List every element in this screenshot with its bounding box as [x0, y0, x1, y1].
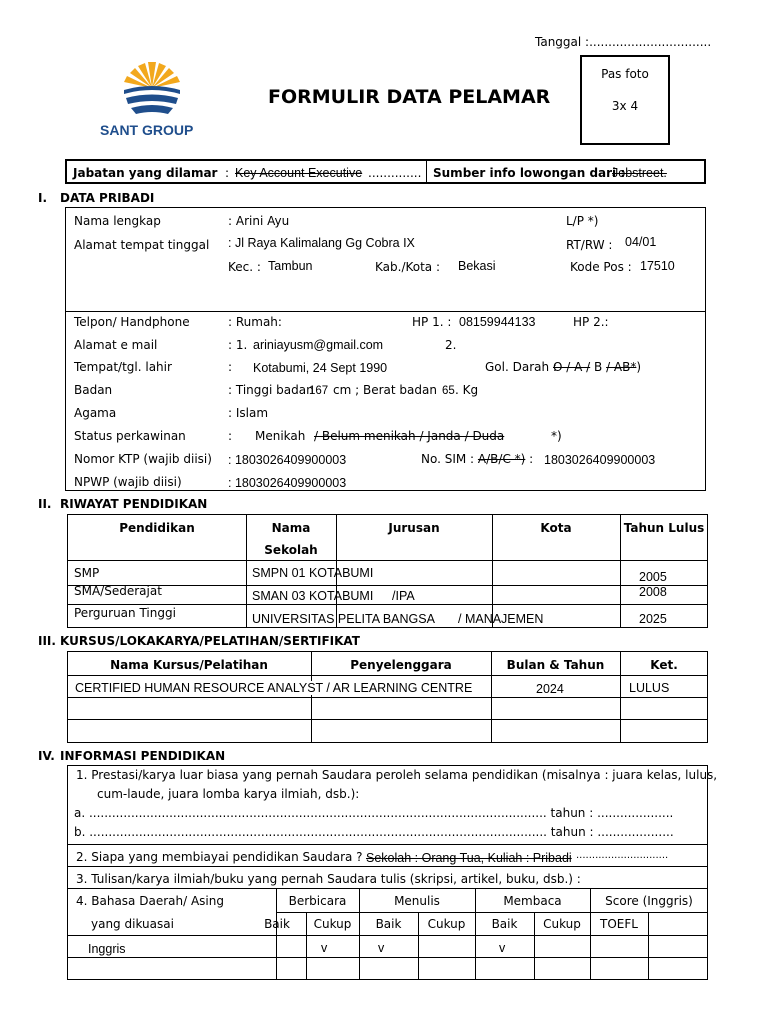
q3-label: 3. Tulisan/karya ilmiah/buku yang pernah Saudara tulis (skripsi, artikel, buku, dsb.) : — [76, 872, 581, 886]
edu-header-school-2: Sekolah — [264, 543, 318, 557]
mark-baik-write[interactable]: v — [378, 941, 385, 955]
hp2-label: HP 2.: — [573, 315, 609, 329]
sub-header-cukup-3: Cukup — [543, 917, 581, 931]
section-4-num: IV. — [38, 749, 55, 763]
mark-baik-read[interactable]: v — [499, 941, 506, 955]
sim-value[interactable]: 1803026409900003 — [544, 453, 656, 467]
status-value[interactable]: Menikah — [255, 429, 306, 443]
lang-header-write: Menulis — [394, 894, 440, 908]
sub-header-baik-3: Baik — [491, 917, 518, 931]
nama-label: Nama lengkap — [74, 214, 161, 228]
kec-value[interactable]: Tambun — [268, 259, 313, 273]
lang-inggris[interactable]: Inggris — [88, 942, 126, 956]
edu-header-level: Pendidikan — [119, 521, 195, 535]
course-header-ket: Ket. — [650, 658, 678, 672]
edu-school-pt[interactable]: UNIVERSITAS PELITA BANGSA — [252, 612, 435, 626]
tinggi-label: : Tinggi badan — [228, 383, 314, 397]
course-header-date: Bulan & Tahun — [506, 658, 605, 672]
email-value[interactable]: ariniayusm@gmail.com — [253, 338, 384, 352]
rtrw-value[interactable]: 04/01 — [625, 235, 657, 249]
source-label: Sumber info lowongan dari : — [433, 166, 626, 180]
gol-value[interactable]: O / A / B / AB*) — [553, 360, 642, 374]
agama-value[interactable]: : Islam — [228, 406, 269, 420]
nama-value[interactable]: : Arini Ayu — [228, 214, 290, 228]
edu-school-sma[interactable]: SMAN 03 KOTABUMI — [252, 589, 374, 603]
ttl-value[interactable]: Kotabumi, 24 Sept 1990 — [253, 361, 388, 375]
ttl-label: Tempat/tgl. lahir — [74, 360, 172, 374]
status-end: *) — [551, 429, 562, 443]
q1-line1: 1. Prestasi/karya luar biasa yang pernah Saudara peroleh selama pendidikan (misalnya : juara kelas, lulus, — [76, 768, 718, 782]
email-2[interactable]: 2. — [445, 338, 457, 352]
edu-year-pt[interactable]: 2025 — [639, 612, 667, 626]
npwp-value[interactable]: : 1803026409900003 — [228, 476, 347, 490]
kec-label: Kec. : — [228, 260, 261, 274]
lang-header-score: Score (Inggris) — [605, 894, 693, 908]
lang-header-speak: Berbicara — [288, 894, 347, 908]
section-3-title: KURSUS/LOKAKARYA/PELATIHAN/SERTIFIKAT — [60, 634, 360, 648]
edu-header-city: Kota — [540, 521, 572, 535]
sub-header-cukup-2: Cukup — [427, 917, 466, 931]
edu-major-sma[interactable]: /IPA — [392, 589, 415, 603]
gol-label: Gol. Darah : — [485, 360, 557, 374]
kab-value[interactable]: Bekasi — [458, 259, 496, 273]
kg-label: . Kg — [455, 383, 479, 397]
alamat-label: Alamat tempat tinggal — [74, 238, 210, 252]
hp1-value[interactable]: 08159944133 — [459, 315, 536, 329]
status-sep: : — [228, 429, 233, 443]
section-1-num: I. — [38, 191, 48, 205]
course-header-org: Penyelenggara — [350, 658, 452, 672]
ttl-sep: : — [228, 360, 233, 374]
section-2-title: RIWAYAT PENDIDIKAN — [60, 497, 208, 511]
photo-size: 3x 4 — [611, 99, 639, 113]
q2-label: 2. Siapa yang membiayai pendidikan Saudara ? — [76, 850, 363, 864]
course-name[interactable]: CERTIFIED HUMAN RESOURCE ANALYST / AR LEARNING CENTRE — [75, 681, 473, 695]
sub-header-cukup-1: Cukup — [313, 917, 352, 931]
berat-label: cm ; Berat badan — [333, 383, 437, 397]
q4-line2: yang dikuasai — [91, 917, 174, 931]
status-rest: / Belum menikah / Janda / Duda — [314, 429, 505, 443]
sub-header-baik-1: Baik — [264, 917, 290, 931]
sub-header-baik-2: Baik — [375, 917, 402, 931]
course-ket[interactable]: LULUS — [629, 681, 670, 695]
q1-line2: cum-laude, juara lomba karya ilmiah, dsb.): — [97, 787, 360, 801]
mark-cukup-speak[interactable]: v — [321, 941, 328, 955]
hp1-label: HP 1. : — [412, 315, 452, 329]
edu-year-smp[interactable]: 2005 — [639, 570, 667, 584]
status-label: Status perkawinan — [74, 429, 186, 443]
tanggal-field[interactable]: Tanggal :................................ — [535, 35, 712, 49]
job-dots: .............. — [368, 166, 422, 180]
email-1: : 1. — [228, 338, 248, 352]
edu-level-sma: SMA/Sederajat — [74, 584, 162, 598]
course-date[interactable]: 2024 — [536, 682, 564, 696]
q1-b[interactable]: b. ........................................................................................................................ tahun : .................... — [74, 825, 674, 839]
edu-year-sma[interactable]: 2008 — [639, 585, 667, 599]
npwp-label: NPWP (wajib diisi) — [74, 475, 182, 489]
gender-field[interactable]: L/P *) — [566, 214, 599, 228]
edu-major-pt[interactable]: / MANAJEMEN — [458, 612, 544, 626]
ktp-value[interactable]: : 1803026409900003 — [228, 453, 347, 467]
rtrw-label: RT/RW : — [566, 238, 613, 252]
section-1-title: DATA PRIBADI — [60, 191, 155, 205]
edu-header-school-1: Nama — [271, 521, 311, 535]
section-2-num: II. — [38, 497, 52, 511]
q2-dots: ............................. — [576, 850, 669, 861]
sim-label: No. SIM : A/B/C *) : — [421, 452, 534, 466]
job-sep: : — [225, 166, 230, 180]
lang-header-read: Membaca — [503, 894, 562, 908]
source-value[interactable]: Jobstreet. — [612, 166, 667, 180]
q2-value[interactable]: Sekolah : Orang Tua, Kuliah : Pribadi — [366, 851, 572, 865]
email-label: Alamat e mail — [74, 338, 158, 352]
edu-level-pt: Perguruan Tinggi — [74, 606, 176, 620]
edu-level-smp: SMP — [74, 566, 100, 580]
edu-header-year: Tahun Lulus — [623, 521, 705, 535]
kab-label: Kab./Kota : — [375, 260, 441, 274]
berat-value[interactable]: 65 — [442, 385, 455, 397]
job-label: Jabatan yang dilamar — [73, 166, 218, 180]
edu-header-major: Jurusan — [388, 521, 440, 535]
sant-group-logo — [118, 58, 186, 120]
q1-a[interactable]: a. ........................................................................................................................ tahun : .................... — [74, 806, 674, 820]
q4-line1: 4. Bahasa Daerah/ Asing — [76, 894, 224, 908]
edu-school-smp[interactable]: SMPN 01 KOTABUMI — [252, 566, 374, 580]
telpon-label: Telpon/ Handphone — [74, 315, 190, 329]
rumah-field[interactable]: : Rumah: — [228, 315, 282, 329]
course-header-name: Nama Kursus/Pelatihan — [110, 658, 268, 672]
agama-label: Agama — [74, 406, 117, 420]
photo-label: Pas foto — [601, 67, 649, 81]
alamat-value[interactable]: : Jl Raya Kalimalang Gg Cobra IX — [228, 236, 415, 250]
ktp-label: Nomor KTP (wajib diisi) — [74, 452, 212, 466]
badan-label: Badan — [74, 383, 113, 397]
section-3-num: III. — [38, 634, 56, 648]
section-4-title: INFORMASI PENDIDIKAN — [60, 749, 226, 763]
kodepos-value[interactable]: 17510 — [640, 259, 675, 273]
sub-header-toefl: TOEFL — [600, 917, 638, 931]
job-value[interactable]: Key Account Executive — [235, 166, 363, 180]
logo-text: SANT GROUP — [100, 122, 194, 138]
kodepos-label: Kode Pos : — [570, 260, 632, 274]
tinggi-value[interactable]: 167 — [309, 385, 329, 397]
page-title: FORMULIR DATA PELAMAR — [268, 86, 551, 108]
